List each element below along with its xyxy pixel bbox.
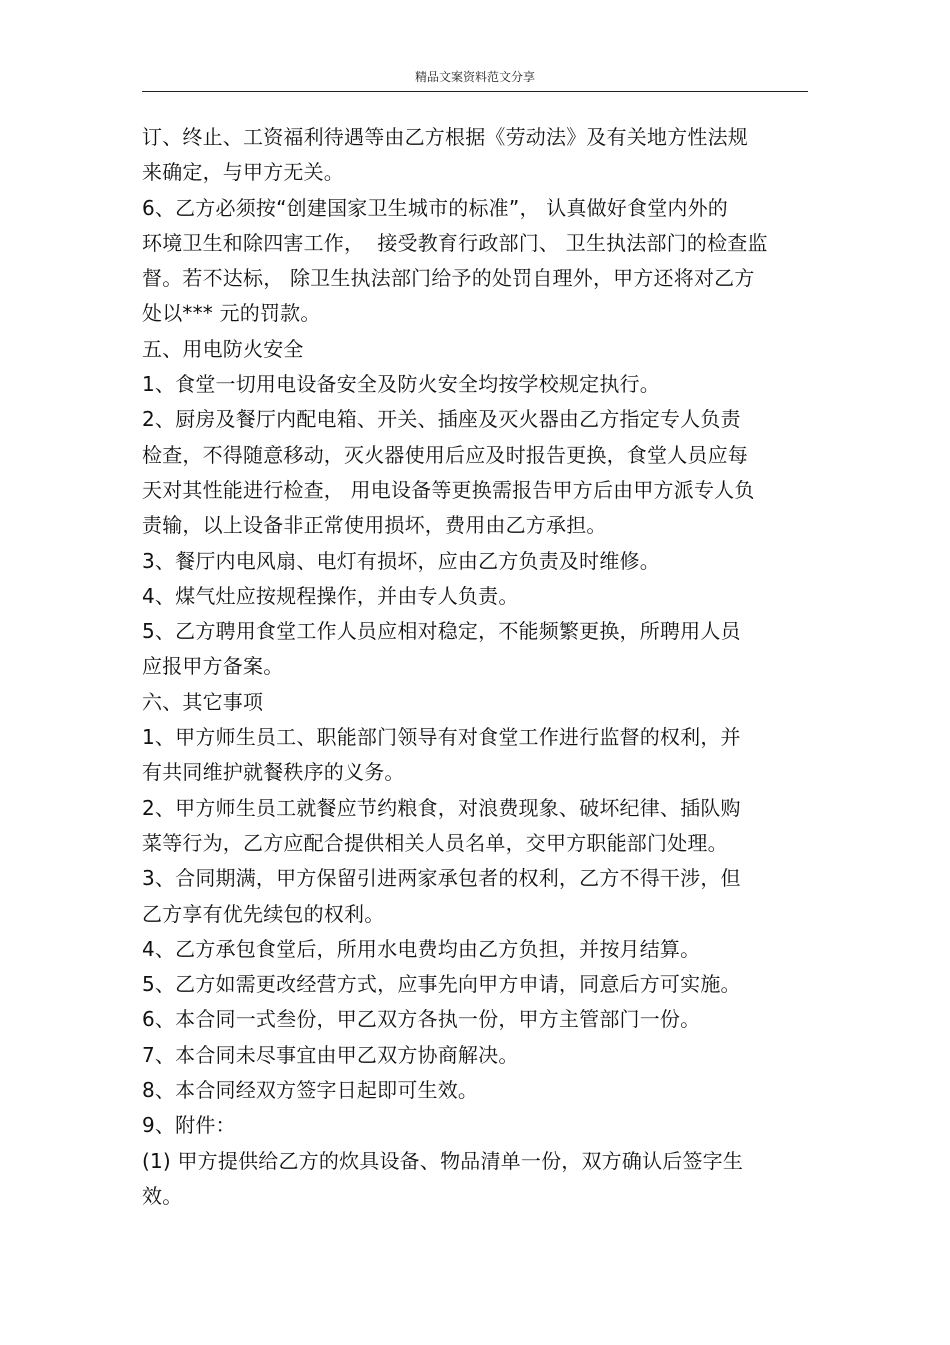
text-line: 来确定，与甲方无关。 <box>142 160 344 185</box>
text-line: 菜等行为，乙方应配合提供相关人员名单，交甲方职能部门处理。 <box>142 830 728 855</box>
text-line: 5、乙方聘用食堂工作人员应相对稳定，不能频繁更换，所聘用人员 <box>142 619 741 644</box>
text-line: 3、合同期满，甲方保留引进两家承包者的权利，乙方不得干涉，但 <box>142 866 741 891</box>
text-line: 效。 <box>142 1183 183 1208</box>
text-line: 督。若不达标， 除卫生执法部门给予的处罚自理外，甲方还将对乙方 <box>142 266 755 291</box>
text-line: 9、附件： <box>142 1113 236 1138</box>
text-line: 6、乙方必须按“创建国家卫生城市的标准”， 认真做好食堂内外的 <box>142 195 729 220</box>
text-line: 2、厨房及餐厅内配电箱、开关、插座及灭火器由乙方指定专人负责 <box>142 407 741 432</box>
text-line: 应报甲方备案。 <box>142 654 284 679</box>
text-line: 检查，不得随意移动，灭火器使用后应及时报告更换，食堂人员应每 <box>142 442 748 467</box>
document-body <box>142 120 812 1214</box>
text-line: 3、餐厅内电风扇、电灯有损坏，应由乙方负责及时维修。 <box>142 548 660 573</box>
text-line: 8、本合同经双方签字日起即可生效。 <box>142 1078 479 1103</box>
page-header: 精品文案资料范文分享 <box>414 70 535 84</box>
text-line: 1、甲方师生员工、职能部门领导有对食堂工作进行监督的权利，并 <box>142 725 741 750</box>
text-line: 1、食堂一切用电设备安全及防火安全均按学校规定执行。 <box>142 372 660 397</box>
text-line: 订、终止、工资福利待遇等由乙方根据《劳动法》及有关地方性法规 <box>142 125 748 149</box>
text-line: 环境卫生和除四害工作， 接受教育行政部门、 卫生执法部门的检查监 <box>142 230 768 255</box>
text-line: 有共同维护就餐秩序的义务。 <box>142 760 405 785</box>
section-heading: 六、其它事项 <box>142 689 264 714</box>
text-line: 7、本合同未尽事宜由甲乙双方协商解决。 <box>142 1042 519 1067</box>
text-line: 天对其性能进行检查， 用电设备等更换需报告甲方后由甲方派专人负 <box>142 477 755 502</box>
text-line: 4、煤气灶应按规程操作，并由专人负责。 <box>142 583 519 608</box>
text-line: 6、本合同一式叁份，甲乙双方各执一份，甲方主管部门一份。 <box>142 1007 701 1032</box>
text-line: 乙方享有优先续包的权利。 <box>142 901 385 926</box>
text-line: 4、乙方承包食堂后，所用水电费均由乙方负担，并按月结算。 <box>142 936 701 961</box>
section-heading: 五、用电防火安全 <box>142 336 304 361</box>
text-line: 责输，以上设备非正常使用损坏，费用由乙方承担。 <box>142 513 607 538</box>
text-line: 5、乙方如需更改经营方式，应事先向甲方申请，同意后方可实施。 <box>142 972 741 997</box>
text-line: 2、甲方师生员工就餐应节约粮食，对浪费现象、破坏纪律、插队购 <box>142 795 741 820</box>
text-line: (1) 甲方提供给乙方的炊具设备、物品清单一份，双方确认后签字生 <box>142 1148 744 1173</box>
text-line: 处以*** 元的罚款。 <box>142 301 321 326</box>
header-divider <box>142 91 808 92</box>
